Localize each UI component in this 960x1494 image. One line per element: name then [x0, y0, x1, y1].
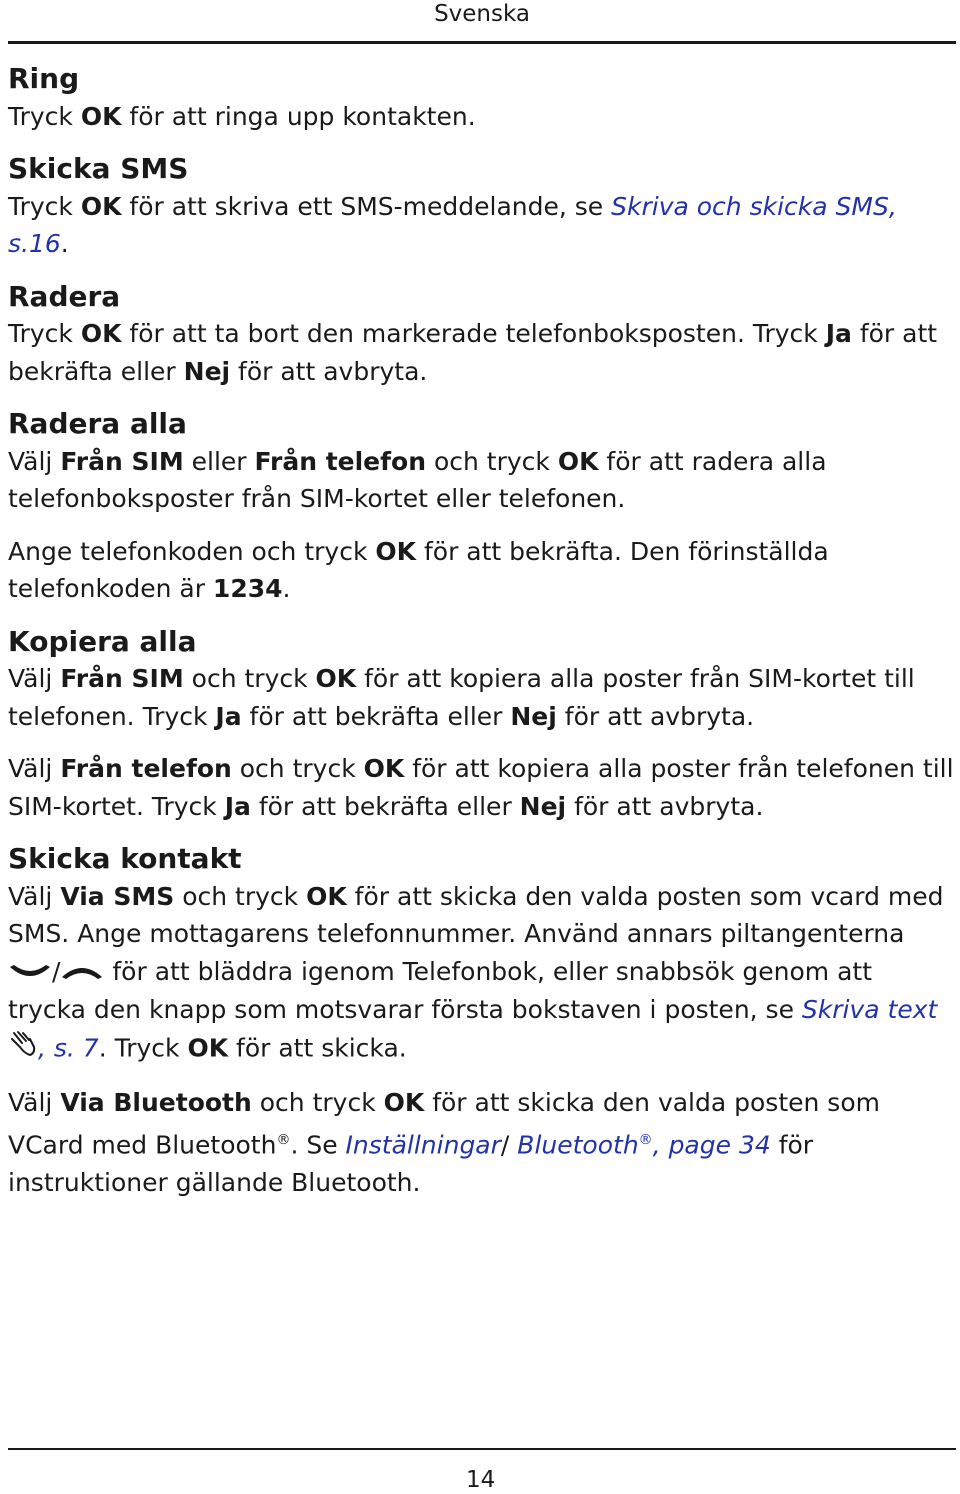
section-radera-alla — [8, 405, 956, 608]
paragraph: Välj Via Bluetooth och tryck OK för att skicka den valda posten som VCard med Bluetooth®. Se Inställningar/ Bluetooth®, page 34 för instruktioner gällande Bluetooth. — [8, 1088, 880, 1197]
section-title-kopiera-alla: Kopiera alla — [8, 624, 197, 658]
footer-divider — [8, 1448, 956, 1450]
section-radera — [8, 278, 956, 391]
paragraph: Välj Från telefon och tryck OK för att kopiera alla poster från telefonen till SIM-kortet. Tryck Ja för att bekräfta eller Nej för att avbryta. — [8, 754, 954, 821]
link-skriva-och-skicka-sms[interactable]: Skriva och skicka SMS, s.16 — [8, 191, 897, 258]
section-title-skicka-sms: Skicka SMS — [8, 152, 189, 185]
paragraph: Välj Från SIM eller Från telefon och tryck OK för att radera alla telefonboksposter från SIM-kortet eller telefonen. — [8, 446, 827, 513]
link-bluetooth[interactable]: Bluetooth — [517, 1130, 639, 1160]
section-title-radera: Radera — [8, 279, 121, 313]
link-installningar[interactable]: Inställningar — [345, 1130, 501, 1160]
section-ring — [8, 60, 956, 135]
section-title-skicka-kontakt: Skicka kontakt — [8, 842, 242, 875]
link-s-7[interactable]: , s. 7 — [38, 1033, 99, 1062]
arrow-down-key-icon — [8, 954, 52, 992]
paragraph: Tryck OK för att ringa upp kontakten. — [8, 101, 476, 131]
section-skicka-kontakt — [8, 840, 956, 1201]
paragraph: Tryck OK för att ta bort den markerade telefonboksposten. Tryck Ja för att bekräfta eller Nej för att avbryta. — [8, 319, 938, 386]
paragraph: Välj Från SIM och tryck OK för att kopiera alla poster från SIM-kortet till telefonen. Tryck Ja för att bekräfta eller Nej för att avbryta. — [8, 664, 915, 731]
paragraph: Ange telefonkoden och tryck OK för att bekräfta. Den förinställda telefonkoden är 1234. — [8, 536, 829, 603]
section-title-ring: Ring — [8, 62, 80, 95]
link-page-34[interactable]: , page 34 — [652, 1130, 771, 1160]
section-skicka-sms — [8, 150, 956, 263]
page-number: 14 — [466, 1467, 496, 1493]
header-language: Svenska — [434, 1, 530, 27]
header-divider — [8, 41, 956, 44]
section-kopiera-alla — [8, 623, 956, 826]
paragraph: Välj Via SMS och tryck OK för att skicka den valda posten som vcard med SMS. Ange mottagarens telefonnummer. Använd annars piltangenterna / för att bläddra igenom Telefonbok, eller snabbsök genom att trycka den knapp som motsvarar första bokstaven i posten, se Skriva text, s. 7. Tryck OK för att skicka. — [8, 878, 956, 1070]
document-body — [8, 60, 956, 1216]
link-skriva-text[interactable]: Skriva text — [801, 995, 938, 1025]
section-title-radera-alla: Radera alla — [8, 407, 187, 440]
pointing-hand-icon — [8, 1029, 38, 1070]
arrow-up-key-icon — [60, 954, 104, 992]
paragraph: Tryck OK för att skriva ett SMS-meddelande, se Skriva och skicka SMS, s.16. — [8, 191, 897, 258]
